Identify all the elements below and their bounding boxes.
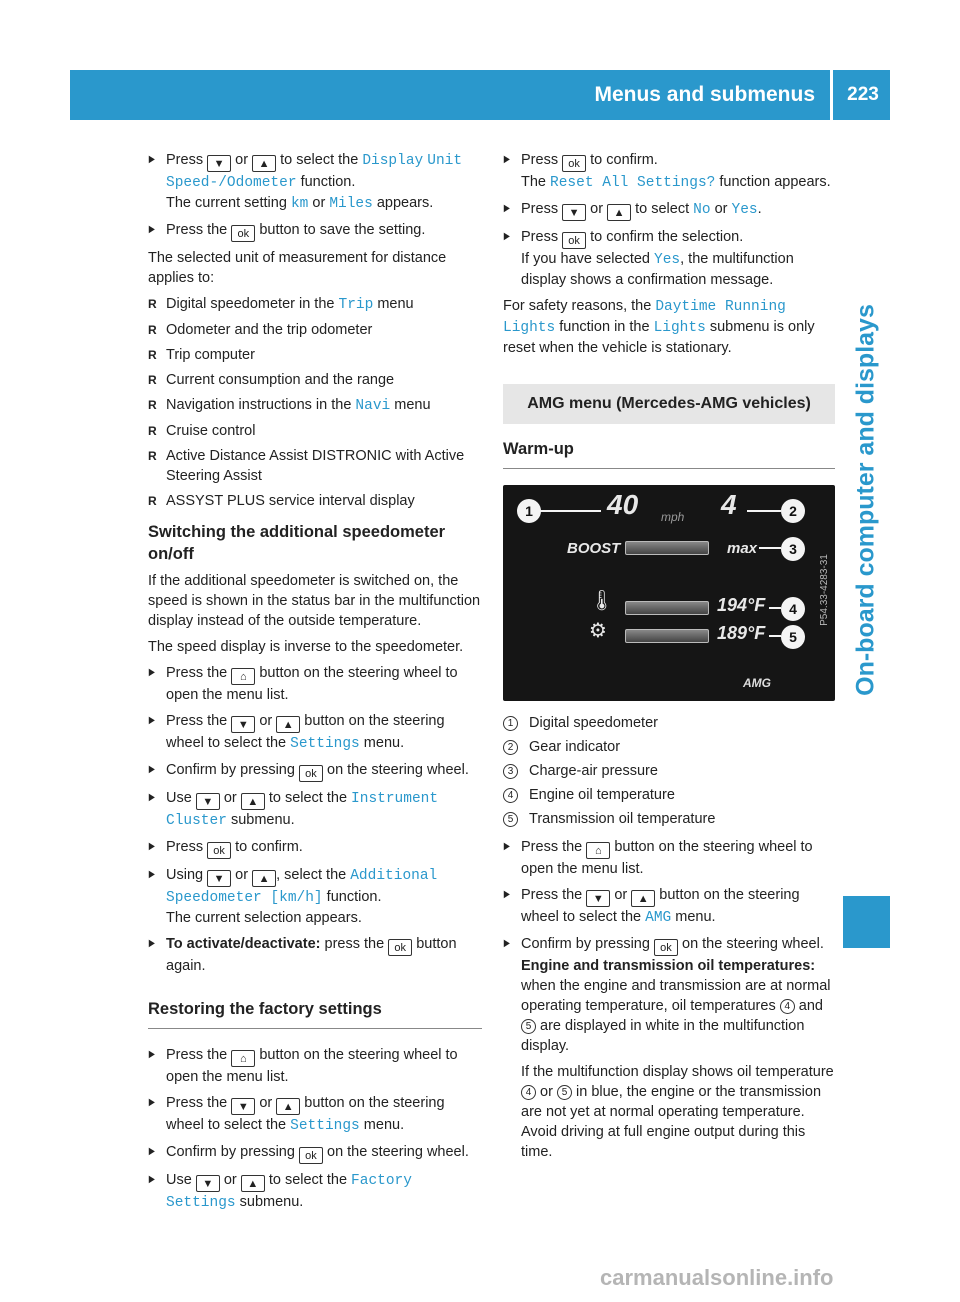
step: ▶ Confirm by pressing ok on the steering wheel. bbox=[148, 760, 482, 782]
step: ▶ Press ok to confirm. bbox=[148, 837, 482, 859]
menu-term: Reset All Settings? bbox=[550, 175, 716, 191]
home-key-icon: ⌂ bbox=[586, 842, 610, 859]
callout-line bbox=[769, 635, 781, 637]
right-column bbox=[503, 150, 835, 1168]
callout-2: 2 bbox=[781, 499, 805, 523]
side-tab-block bbox=[843, 896, 890, 948]
step-select-display-unit: ▶ Press ▼ or ▲ to select the Display Unit Speed-/Odometer function. The current setting km or Miles appears. bbox=[148, 150, 482, 214]
step: ▶ Using ▼ or ▲ , select the Additional Speedometer [km/h] function. The current selection appears. bbox=[148, 865, 482, 928]
down-key-icon: ▼ bbox=[586, 890, 610, 907]
speed-value: 40 bbox=[607, 489, 639, 520]
speed-unit: mph bbox=[661, 510, 685, 524]
bullet-item: R Current consumption and the range bbox=[148, 370, 482, 390]
legend-item: 5 Transmission oil temperature bbox=[503, 809, 835, 829]
down-key-icon: ▼ bbox=[207, 870, 231, 887]
boost-label: BOOST bbox=[567, 540, 621, 557]
bullet-item: R Navigation instructions in the Navi menu bbox=[148, 395, 482, 416]
menu-term: No bbox=[693, 202, 711, 218]
boost-max-label: max bbox=[727, 540, 758, 557]
step: ▶ Press the ▼ or ▲ button on the steering wheel to select the Settings menu. bbox=[148, 1093, 482, 1136]
ok-key-icon: ok bbox=[654, 939, 678, 956]
header-divider bbox=[830, 70, 833, 120]
boost-gauge bbox=[625, 541, 709, 555]
menu-term: Yes bbox=[731, 202, 758, 218]
legend-item: 4 Engine oil temperature bbox=[503, 785, 835, 805]
left-column bbox=[148, 150, 482, 1219]
menu-term: km bbox=[290, 196, 309, 212]
up-key-icon: ▲ bbox=[276, 1098, 300, 1115]
up-key-icon: ▲ bbox=[252, 870, 276, 887]
oil-temp-icon: 🌡 bbox=[589, 590, 615, 612]
step: ▶ Use ▼ or ▲ to select the Instrument Cluster submenu. bbox=[148, 788, 482, 831]
figure-code: P54.33-4283-31 bbox=[819, 554, 830, 626]
down-key-icon: ▼ bbox=[196, 1175, 220, 1192]
ok-key-icon: ok bbox=[562, 155, 586, 172]
bullet-item: R Odometer and the trip odometer bbox=[148, 320, 482, 340]
section-heading: Switching the additional speedometer on/off bbox=[148, 523, 446, 563]
step: ▶ Press ▼ or ▲ to select No or Yes. bbox=[503, 199, 835, 221]
legend-item: 3 Charge-air pressure bbox=[503, 761, 835, 781]
menu-term: Settings bbox=[290, 1118, 360, 1134]
ok-key-icon: ok bbox=[207, 842, 231, 859]
callout-line bbox=[747, 510, 781, 512]
trans-temp-value: 189°F bbox=[717, 623, 766, 643]
ok-key-icon: ok bbox=[299, 1147, 323, 1164]
step: ▶ Press the ⌂ button on the steering wheel to open the menu list. bbox=[148, 1045, 482, 1087]
step: ▶ Confirm by pressing ok on the steering wheel. bbox=[148, 1142, 482, 1164]
paragraph: If the additional speedometer is switched on, the speed is shown in the status bar in the multifunction display instead of the outside temperature. bbox=[148, 573, 481, 629]
paragraph: The speed display is inverse to the speedometer. bbox=[148, 639, 464, 655]
page-number: 223 bbox=[847, 84, 879, 105]
callout-line bbox=[759, 547, 781, 549]
menu-term: Display bbox=[362, 153, 424, 169]
up-key-icon: ▲ bbox=[241, 793, 265, 810]
paragraph: The selected unit of measurement for distance applies to: bbox=[148, 250, 447, 286]
paragraph: For safety reasons, the Daytime Running Lights function in the Lights submenu is only reset when the vehicle is stationary. bbox=[503, 298, 815, 356]
callout-line bbox=[539, 510, 601, 512]
menu-term: Lights bbox=[653, 320, 706, 336]
menu-term: Additional Speedometer [km/h] bbox=[166, 868, 438, 906]
bullet-item: R Digital speedometer in the Trip menu bbox=[148, 294, 482, 315]
ok-key-icon: ok bbox=[231, 225, 255, 242]
ok-key-icon: ok bbox=[299, 765, 323, 782]
ok-key-icon: ok bbox=[562, 232, 586, 249]
menu-term: Trip bbox=[338, 297, 374, 313]
menu-term: Miles bbox=[329, 196, 373, 212]
callout-5: 5 bbox=[781, 625, 805, 649]
step: ▶ Press ok to confirm the selection. If you have selected Yes, the multifunction display shows a confirmation message. bbox=[503, 227, 835, 290]
up-key-icon: ▲ bbox=[276, 716, 300, 733]
legend-item: 1 Digital speedometer bbox=[503, 713, 835, 733]
trans-temp-gauge bbox=[625, 629, 709, 643]
down-key-icon: ▼ bbox=[231, 1098, 255, 1115]
menu-term: Unit Speed-/Odometer bbox=[166, 153, 463, 191]
step: ▶ Confirm by pressing ok on the steering wheel. Engine and transmission oil temperatures: when the engine and transmission are at normal operating temperature, oil temperatures 4 and 5 are displayed in white in the multifunction display. bbox=[503, 934, 835, 1056]
up-key-icon: ▲ bbox=[631, 890, 655, 907]
gear-temp-icon: ⚙ bbox=[589, 620, 607, 642]
step: ▶ Press the ▼ or ▲ button on the steering wheel to select the Settings menu. bbox=[148, 711, 482, 754]
amg-section-title: AMG menu (Mercedes-AMG vehicles) bbox=[503, 384, 835, 424]
step: ▶ Press the ▼ or ▲ button on the steering wheel to select the AMG menu. bbox=[503, 885, 835, 928]
callout-4: 4 bbox=[781, 597, 805, 621]
menu-term: Yes bbox=[654, 252, 681, 268]
bullet-item: R Active Distance Assist DISTRONIC with Active Steering Assist bbox=[148, 446, 482, 486]
callout-line bbox=[769, 607, 781, 609]
menu-term: Settings bbox=[290, 736, 360, 752]
step: ▶ Press ok to confirm. The Reset All Settings? function appears. bbox=[503, 150, 835, 193]
menu-term: Daytime Running Lights bbox=[503, 299, 786, 336]
amg-logo: AMG bbox=[743, 676, 771, 690]
watermark: carmanualsonline.info bbox=[600, 1265, 834, 1290]
bullet-item: R Cruise control bbox=[148, 421, 482, 441]
step: ▶ Use ▼ or ▲ to select the Factory Settings submenu. bbox=[148, 1170, 482, 1213]
callout-1: 1 bbox=[517, 499, 541, 523]
menu-term: Factory Settings bbox=[166, 1173, 412, 1211]
bullet-item: R ASSYST PLUS service interval display bbox=[148, 491, 482, 511]
bullet-item: R Trip computer bbox=[148, 345, 482, 365]
down-key-icon: ▼ bbox=[196, 793, 220, 810]
up-key-icon: ▲ bbox=[607, 204, 631, 221]
step: ▶ To activate/deactivate: press the ok button again. bbox=[148, 934, 482, 976]
down-key-icon: ▼ bbox=[207, 155, 231, 172]
menu-term: Navi bbox=[355, 398, 391, 414]
home-key-icon: ⌂ bbox=[231, 1050, 255, 1067]
figure-legend bbox=[503, 713, 835, 829]
section-heading: Warm-up bbox=[503, 438, 835, 469]
step: ▶ Press the ⌂ button on the steering wheel to open the menu list. bbox=[148, 663, 482, 705]
gear-value: 4 bbox=[721, 489, 737, 520]
menu-term: AMG bbox=[645, 910, 672, 926]
oil-temp-gauge bbox=[625, 601, 709, 615]
home-key-icon: ⌂ bbox=[231, 668, 255, 685]
step: ▶ Press the ⌂ button on the steering wheel to open the menu list. bbox=[503, 837, 835, 879]
side-tab-label: On-board computer and displays bbox=[851, 304, 880, 696]
page-title: Menus and submenus bbox=[594, 83, 815, 106]
callout-3: 3 bbox=[781, 537, 805, 561]
down-key-icon: ▼ bbox=[231, 716, 255, 733]
oil-temp-value: 194°F bbox=[717, 595, 766, 615]
section-heading: Restoring the factory settings bbox=[148, 998, 482, 1029]
down-key-icon: ▼ bbox=[562, 204, 586, 221]
step-save-setting: ▶ Press the ok button to save the setting. bbox=[148, 220, 482, 242]
up-key-icon: ▲ bbox=[252, 155, 276, 172]
menu-term: Instrument Cluster bbox=[166, 791, 439, 829]
ok-key-icon: ok bbox=[388, 939, 412, 956]
amg-display-figure bbox=[503, 485, 835, 701]
legend-item: 2 Gear indicator bbox=[503, 737, 835, 757]
up-key-icon: ▲ bbox=[241, 1175, 265, 1192]
paragraph: If the multifunction display shows oil temperature 4 or 5 in blue, the engine or the transmission are not yet at normal operating temperature. Avoid driving at full engine output during this time. bbox=[521, 1064, 834, 1160]
